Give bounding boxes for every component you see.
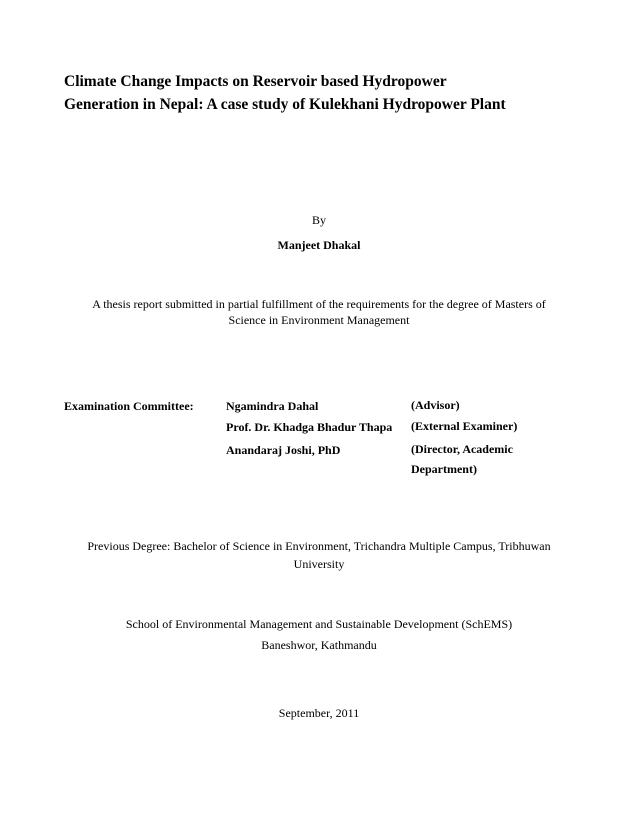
committee-member-role: (External Examiner) bbox=[411, 419, 518, 433]
thesis-title-line-1: Climate Change Impacts on Reservoir based Hydropower bbox=[64, 73, 447, 90]
previous-degree-line-2: University bbox=[293, 557, 345, 571]
school-location: Baneshwor, Kathmandu bbox=[261, 638, 377, 652]
examination-committee-label: Examination Committee: bbox=[64, 399, 194, 413]
committee-member-name: Anandaraj Joshi, PhD bbox=[226, 443, 341, 457]
school-name: School of Environmental Management and Sustainable Development (SchEMS) bbox=[125, 617, 513, 631]
thesis-title-line-2: Generation in Nepal: A case study of Kulekhani Hydropower Plant bbox=[64, 96, 506, 113]
committee-member-role: (Advisor) bbox=[411, 398, 460, 412]
thesis-purpose bbox=[0, 296, 638, 328]
committee-member-name: Ngamindra Dahal bbox=[226, 399, 319, 413]
committee-member-role bbox=[411, 439, 513, 479]
submission-date: September, 2011 bbox=[278, 706, 360, 720]
by-label: By bbox=[311, 213, 326, 227]
committee-member-role-line-2: Department) bbox=[411, 462, 477, 476]
thesis-purpose-line-2: Science in Environment Management bbox=[228, 313, 410, 327]
author-name: Manjeet Dhakal bbox=[277, 238, 361, 252]
committee-member-name: Prof. Dr. Khadga Bhadur Thapa bbox=[226, 420, 393, 434]
previous-degree-line-1: Previous Degree: Bachelor of Science in Environment, Trichandra Multiple Campus, Tribhuwan bbox=[87, 539, 551, 553]
thesis-title bbox=[64, 70, 584, 116]
school-block bbox=[0, 614, 638, 656]
thesis-purpose-line-1: A thesis report submitted in partial fulfillment of the requirements for the degree of Masters of bbox=[92, 297, 546, 311]
committee-member-role-line-1: (Director, Academic bbox=[411, 442, 513, 456]
previous-degree bbox=[0, 537, 638, 573]
